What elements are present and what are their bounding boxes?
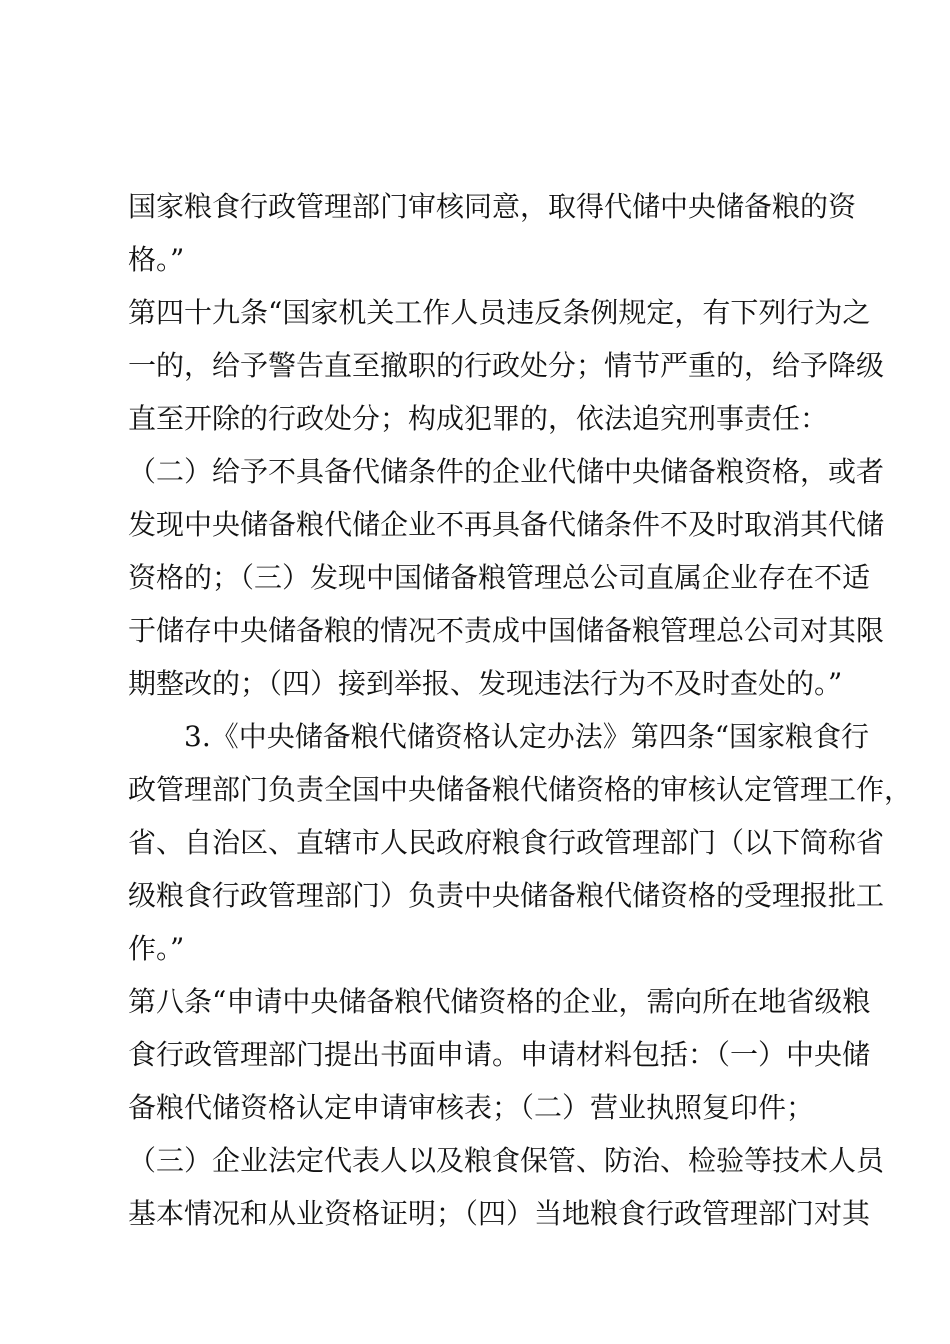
text-line: 发现中央储备粮代储企业不再具备代储条件不及时取消其代储	[128, 508, 885, 541]
text-line: 直至开除的行政处分；构成犯罪的，依法追究刑事责任：	[128, 402, 829, 435]
text-line: 作。”	[128, 932, 185, 965]
text-line: 基本情况和从业资格证明；（四）当地粮食行政管理部门对其	[128, 1197, 871, 1230]
text-line: 食行政管理部门提出书面申请。申请材料包括：（一）中央储	[128, 1038, 871, 1071]
text-line: （三）企业法定代表人以及粮食保管、防治、检验等技术人员	[128, 1144, 885, 1177]
text-line: 第八条“申请中央储备粮代储资格的企业，需向所在地省级粮	[128, 985, 871, 1018]
text-line: 国家粮食行政管理部门审核同意，取得代储中央储备粮的资	[128, 190, 857, 223]
text-line: 一的，给予警告直至撤职的行政处分；情节严重的，给予降级	[128, 349, 885, 382]
text-line: 资格的；（三）发现中国储备粮管理总公司直属企业存在不适	[128, 561, 871, 594]
text-line: 备粮代储资格认定申请审核表；（二）营业执照复印件；	[128, 1091, 815, 1124]
text-line: 期整改的；（四）接到举报、发现违法行为不及时查处的。”	[128, 667, 843, 700]
document-body	[128, 180, 913, 1240]
text-line: 省、自治区、直辖市人民政府粮食行政管理部门（以下简称省	[128, 826, 885, 859]
text-line: 政管理部门负责全国中央储备粮代储资格的审核认定管理工作，	[128, 773, 913, 806]
text-line: 于储存中央储备粮的情况不责成中国储备粮管理总公司对其限	[128, 614, 885, 647]
text-line: 第四十九条“国家机关工作人员违反条例规定，有下列行为之	[128, 296, 871, 329]
text-line: 级粮食行政管理部门）负责中央储备粮代储资格的受理报批工	[128, 879, 885, 912]
text-line: （二）给予不具备代储条件的企业代储中央储备粮资格，或者	[128, 455, 885, 488]
text-line: 格。”	[128, 243, 185, 276]
text-line: 3.《中央储备粮代储资格认定办法》第四条“国家粮食行	[184, 720, 870, 753]
